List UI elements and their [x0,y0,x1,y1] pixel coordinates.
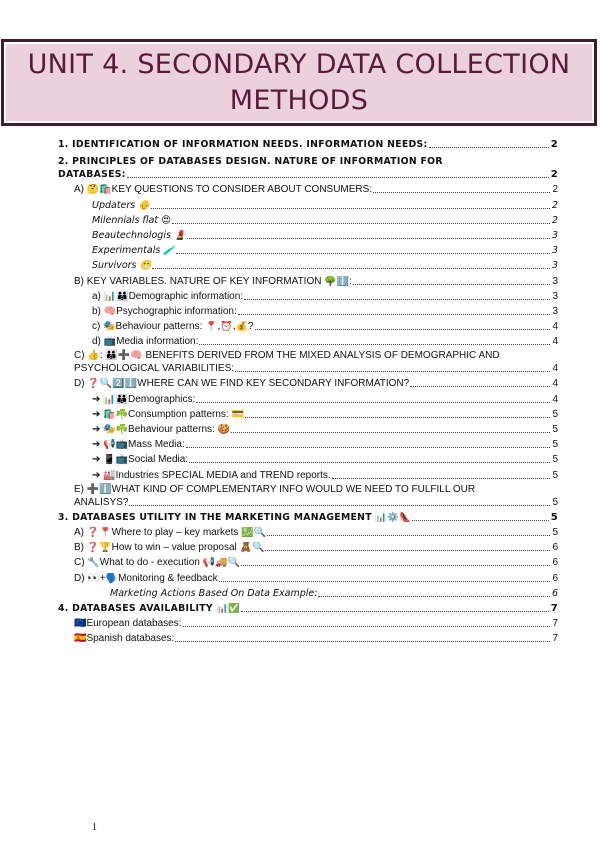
toc-entry[interactable] [58,406,558,421]
toc-entry[interactable] [58,436,558,451]
toc-leader [189,462,550,463]
toc-page: 4 [552,336,558,348]
toc-entry[interactable] [58,615,558,630]
toc-leader [245,417,551,418]
toc-page: 5 [552,439,558,451]
toc-entry[interactable] [58,242,558,257]
toc-entry[interactable] [58,181,558,196]
toc-entry-text: 4. DATABASES AVAILABILITY 📊✅ [58,602,241,614]
toc-page: 5 [552,454,558,466]
toc-leader [412,520,549,521]
toc-entry-text: C) 🔧What to do - execution 📢🚚🔍 [74,557,240,569]
toc-leader [151,208,550,209]
toc-page: 2 [551,214,558,226]
toc-entry-text: 3. DATABASES UTILITY IN THE MARKETING MANAGEMENT 📊⚙️👠 [58,511,412,523]
toc-entry-text-line1: 2. PRINCIPLES OF DATABASES DESIGN. NATURE OF INFORMATION FOR [58,156,443,168]
toc-leader [410,386,550,387]
toc-page: 3 [552,275,558,287]
toc-entry-text: ➔ 🛍️☘️Consumption patterns: 💳 [92,408,244,420]
toc-leader [172,223,550,224]
toc-page: 6 [552,542,558,554]
toc-entry[interactable] [58,569,558,584]
toc-leader [129,505,550,506]
toc-entry[interactable] [58,466,558,481]
toc-page: 6 [552,557,558,569]
toc-leader [127,177,549,178]
toc-leader [235,371,550,372]
toc-leader [244,299,550,300]
toc-entry[interactable] [58,421,558,436]
toc-leader [267,535,550,536]
toc-page: 2 [550,169,558,181]
toc-leader [176,253,550,254]
toc-leader [152,268,550,269]
toc-page: 7 [552,618,558,630]
toc-page: 7 [552,633,558,645]
toc-leader [353,284,551,285]
toc-page: 5 [550,511,558,523]
toc-entry[interactable] [58,303,558,318]
toc-leader [255,329,551,330]
toc-entry-text: Experimentals 🧪 [92,245,176,257]
toc-entry-text: D) ❓🔍2️⃣ℹ️WHERE CAN WE FIND KEY SECONDARY INFORMATION? [74,378,410,390]
toc-entry-text: 🇪🇸Spanish databases: [74,633,175,645]
toc-entry[interactable] [58,136,558,151]
toc-leader [187,238,550,239]
toc-page: 3 [552,305,558,317]
toc-entry[interactable] [58,390,558,405]
toc-leader [238,314,551,315]
toc-entry-text-line1: E) ➕ℹ️WHAT KIND OF COMPLEMENTARY INFO WOULD WE NEED TO FULFILL OUR [74,483,476,495]
toc-page: 2 [550,139,558,151]
document-title: UNIT 4. SECONDARY DATA COLLECTION METHODS [27,48,571,116]
toc-page: 6 [551,587,558,599]
toc-page: 4 [552,321,558,333]
toc-leader [265,550,550,551]
toc-entry-text: Milennials flat 😍 [92,214,172,226]
toc-entry-text: a) 📊👪Demographic information: [92,290,244,302]
toc-entry[interactable] [58,196,558,211]
toc-page: 4 [552,363,558,375]
toc-entry[interactable] [58,154,558,181]
toc-entry[interactable] [58,272,558,287]
toc-page: 5 [552,496,558,508]
toc-entry[interactable] [58,288,558,303]
toc-page: 3 [552,290,558,302]
toc-entry-text: A) ❓📍Where to play – key markets 💹🔍 [74,526,267,538]
toc-entry-text: Beautechnologis 💄 [92,229,186,241]
toc-entry[interactable] [58,482,558,509]
toc-entry[interactable] [58,212,558,227]
page-number: 1 [92,822,97,833]
toc-page: 3 [551,260,558,272]
toc-entry-text-line1: C) 👍: 👪➕🧠 BENEFITS DERIVED FROM THE MIXED ANALYSIS OF DEMOGRAPHIC AND [74,350,500,362]
toc-entry[interactable] [58,554,558,569]
toc-entry-text: B) ❓🏆How to win – value proposal 🧸🔍 [74,542,265,554]
toc-page: 5 [552,469,558,481]
toc-entry[interactable] [58,524,558,539]
toc-entry-text: ➔ 🏭Industries SPECIAL MEDIA and TREND reports. [92,469,331,481]
toc-entry[interactable] [58,333,558,348]
toc-entry[interactable] [58,227,558,242]
toc-entry[interactable] [58,585,558,600]
toc-page: 4 [552,393,558,405]
toc-leader [175,641,550,642]
toc-entry-text: 1. IDENTIFICATION OF INFORMATION NEEDS. INFORMATION NEEDS: [58,139,428,151]
title-box [2,40,596,125]
toc-entry[interactable] [58,630,558,645]
toc-entry[interactable] [58,600,558,615]
toc-page: 7 [550,602,558,614]
toc-leader [196,402,550,403]
toc-entry-text: B) KEY VARIABLES. NATURE OF KEY INFORMATION 🌳ℹ️: [74,275,352,287]
toc-leader [231,432,550,433]
toc-entry-text: A) 🤔🛍️KEY QUESTIONS TO CONSIDER ABOUT CONSUMERS: [74,184,373,196]
toc-leader [183,626,551,627]
toc-page: 6 [552,572,558,584]
toc-entry[interactable] [58,348,558,375]
toc-entry-text: d) 📺Media information: [92,336,199,348]
toc-entry-text: Marketing Actions Based On Data Example: [110,587,318,599]
toc-leader [241,565,550,566]
toc-entry-text: ➔ 📢📺Mass Media: [92,439,185,451]
toc-leader [318,596,550,597]
toc-page: 5 [552,424,558,435]
toc-entry[interactable] [58,539,558,554]
toc-entry[interactable] [58,257,558,272]
toc-entry-text: D) 👀+🗣️Monitoring & feedback [74,572,218,584]
toc-entry[interactable] [58,318,558,333]
toc-leader [199,344,550,345]
toc-entry-text: Survivors 😬 [92,260,152,272]
toc-entry-text-line2: DATABASES: [58,169,126,181]
toc-leader [429,147,549,148]
toc-page: 4 [552,378,558,390]
toc-entry[interactable] [58,375,558,390]
toc-page: 2 [552,184,558,196]
toc-leader [373,192,550,193]
toc-entry-text: c) 🎭Behaviour patterns: 📍,⏰,💰? [92,321,254,333]
toc-entry-text: b) 🧠Psychographic information: [92,305,237,317]
toc-leader [186,447,551,448]
table-of-contents [58,134,558,645]
toc-entry-text-line2: PSYCHOLOGICAL VARIABILITIES: [74,363,235,375]
toc-leader [332,478,551,479]
toc-entry-text: ➔ 📊👪Demographics: [92,393,196,405]
toc-entry-text: Updaters 👴 [92,199,151,211]
toc-entry-text: ➔ 📱📺Social Media: [92,454,189,466]
toc-page: 5 [552,526,558,538]
toc-page: 3 [551,245,558,257]
toc-entry-text: 🇪🇺European databases: [74,618,182,630]
toc-entry[interactable] [58,451,558,466]
toc-entry-text: ➔ 🎭☘️Behaviour patterns: 🍪 [92,424,231,435]
toc-page: 2 [551,199,558,211]
toc-entry-text-line2: ANALISYS? [74,496,129,508]
toc-leader [241,611,549,612]
toc-entry[interactable] [58,509,558,524]
toc-page: 5 [552,408,558,420]
toc-page: 3 [551,229,558,241]
toc-leader [219,581,551,582]
